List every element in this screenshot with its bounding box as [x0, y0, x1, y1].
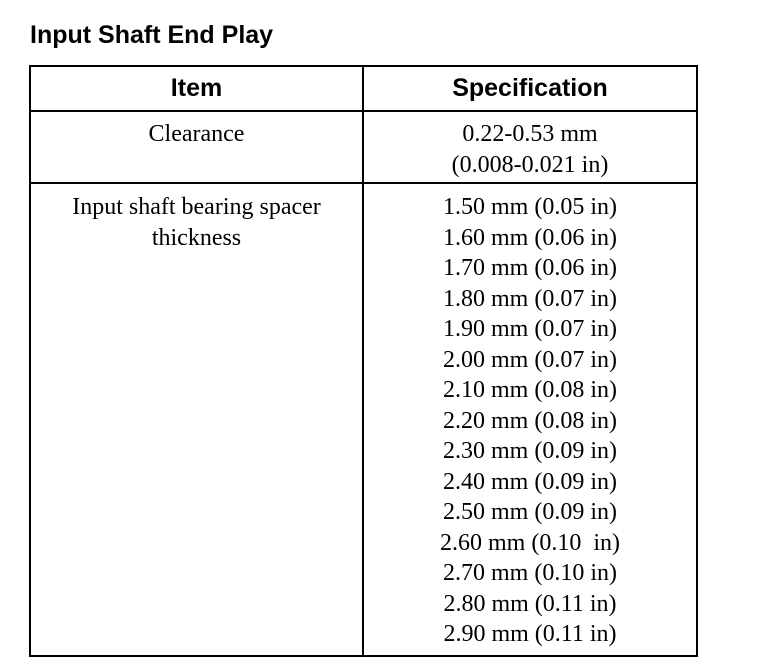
spec-value: 2.60 mm (0.10 in) [440, 529, 620, 556]
spec-value: 2.70 mm (0.10 in) [443, 560, 617, 586]
spec-value: 2.80 mm (0.11 in) [443, 590, 617, 617]
spec-value: 1.90 mm (0.07 in) [443, 316, 617, 342]
spec-value: 2.10 mm (0.08 in) [443, 377, 617, 403]
specification-cell [363, 111, 697, 183]
item-cell [30, 111, 363, 183]
page-title: Input Shaft End Play [30, 21, 274, 49]
spec-value: 2.30 mm (0.09 in) [443, 438, 617, 464]
spec-value: 2.40 mm (0.09 in) [443, 468, 617, 495]
table-header-row [30, 66, 697, 111]
item-cell [30, 183, 363, 656]
table-row [30, 183, 697, 656]
spec-value: 2.50 mm (0.09 in) [443, 499, 617, 525]
spec-table [29, 65, 698, 657]
spec-value: 1.60 mm (0.06 in) [443, 224, 617, 251]
spec-value: 2.20 mm (0.08 in) [443, 407, 617, 434]
item-text: Input shaft bearing spacer [72, 194, 321, 220]
spec-value: 1.50 mm (0.05 in) [443, 194, 617, 220]
spec-value: 2.90 mm (0.11 in) [443, 621, 617, 647]
column-header-item: Item [30, 66, 363, 111]
specification-cell [363, 183, 697, 656]
spec-value: 1.70 mm (0.06 in) [443, 255, 617, 281]
spec-value: 2.00 mm (0.07 in) [443, 346, 617, 373]
spec-value: (0.008-0.021 in) [451, 151, 609, 178]
column-header-specification: Specification [363, 66, 697, 111]
spec-value: 0.22-0.53 mm [462, 121, 598, 147]
item-text: thickness [151, 224, 242, 251]
item-text: Clearance [148, 121, 245, 147]
spec-value: 1.80 mm (0.07 in) [443, 285, 617, 312]
table-row [30, 111, 697, 183]
